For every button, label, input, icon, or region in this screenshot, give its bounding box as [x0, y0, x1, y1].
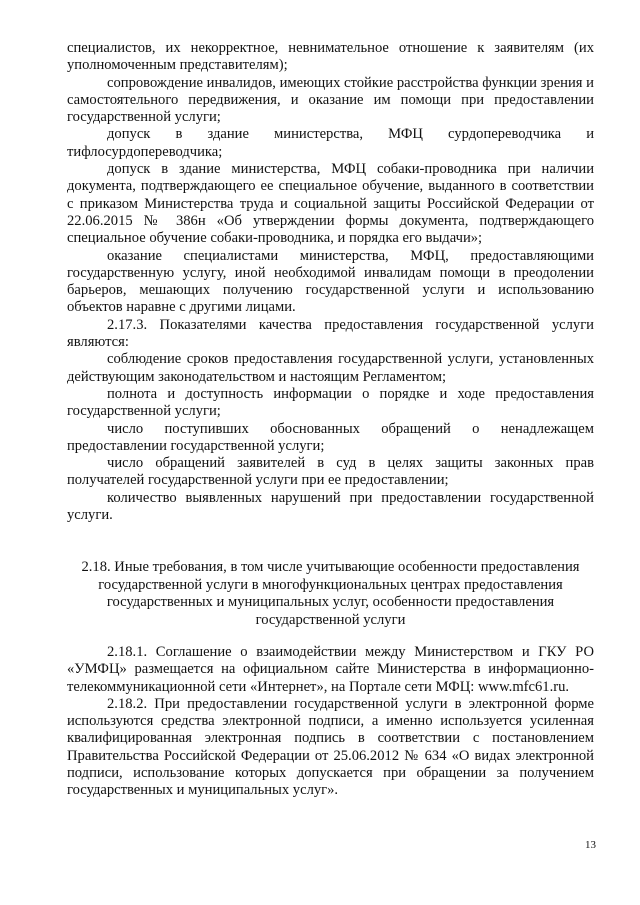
body-text-block-top	[67, 40, 594, 524]
body-text-block-bottom	[67, 644, 594, 800]
paragraph: соблюдение сроков предоставления государственной услуги, установленных действующим законодательством и настоящим Регламентом;	[67, 351, 594, 385]
paragraph: 2.17.3. Показателями качества предоставления государственной услуги являются:	[67, 316, 594, 351]
paragraph: сопровождение инвалидов, имеющих стойкие расстройства функции зрения и самостоятельного передвижения, и оказание им помощи при предоставлении государственной услуги;	[67, 74, 594, 126]
paragraph: 2.18.1. Соглашение о взаимодействии между Министерством и ГКУ РО «УМФЦ» размещается на официальном сайте Министерства в информационно-телекоммуникационной сети «Интернет», на Портале сети МФЦ: www.mfc61.ru.	[67, 644, 594, 695]
paragraph: допуск в здание министерства, МФЦ собаки-проводника при наличии документа, подтверждающего ее специальное обучение, выданного в соответствии с приказом Министерства труда и социальной защиты Российской Федерации от 22.06.2015 № 386н «Об утверждении формы документа, подтверждающего специальное обучение собаки-проводника, и порядка его выдачи»;	[67, 161, 594, 247]
paragraph: специалистов, их некорректное, невнимательное отношение к заявителям (их уполномоченным представителям);	[67, 40, 594, 74]
paragraph: число обращений заявителей в суд в целях защиты законных прав получателей государственной услуги при ее предоставлении;	[67, 455, 594, 489]
paragraph: количество выявленных нарушений при предоставлении государственной услуги.	[67, 489, 594, 524]
paragraph: допуск в здание министерства, МФЦ сурдопереводчика и тифлосурдопереводчика;	[67, 126, 594, 160]
paragraph: 2.18.2. При предоставлении государственной услуги в электронной форме используются средства электронной подписи, а именно используется усиленная квалифицированная электронная подпись в соответствии с постановлением Правительства Российской Федерации от 25.06.2012 № 634 «О видах электронной подписи, использование которых допускается при обращении за получением государственных и муниципальных услуг».	[67, 695, 594, 799]
paragraph: полнота и доступность информации о порядке и ходе предоставления государственной услуги;	[67, 385, 594, 420]
paragraph: число поступивших обоснованных обращений о ненадлежащем предоставлении государственной услуги;	[67, 420, 594, 454]
page-number: 13	[585, 839, 596, 851]
section-heading: 2.18. Иные требования, в том числе учитывающие особенности предоставления государственной услуги в многофункциональных центрах предоставления государственных и муниципальных услуг, особенности предоставления государственной услуги	[81, 559, 580, 628]
paragraph: оказание специалистами министерства, МФЦ, предоставляющими государственную услугу, иной необходимой инвалидам помощи в преодолении барьеров, мешающих получению государственной услуги и использованию объектов наравне с другими лицами.	[67, 247, 594, 316]
